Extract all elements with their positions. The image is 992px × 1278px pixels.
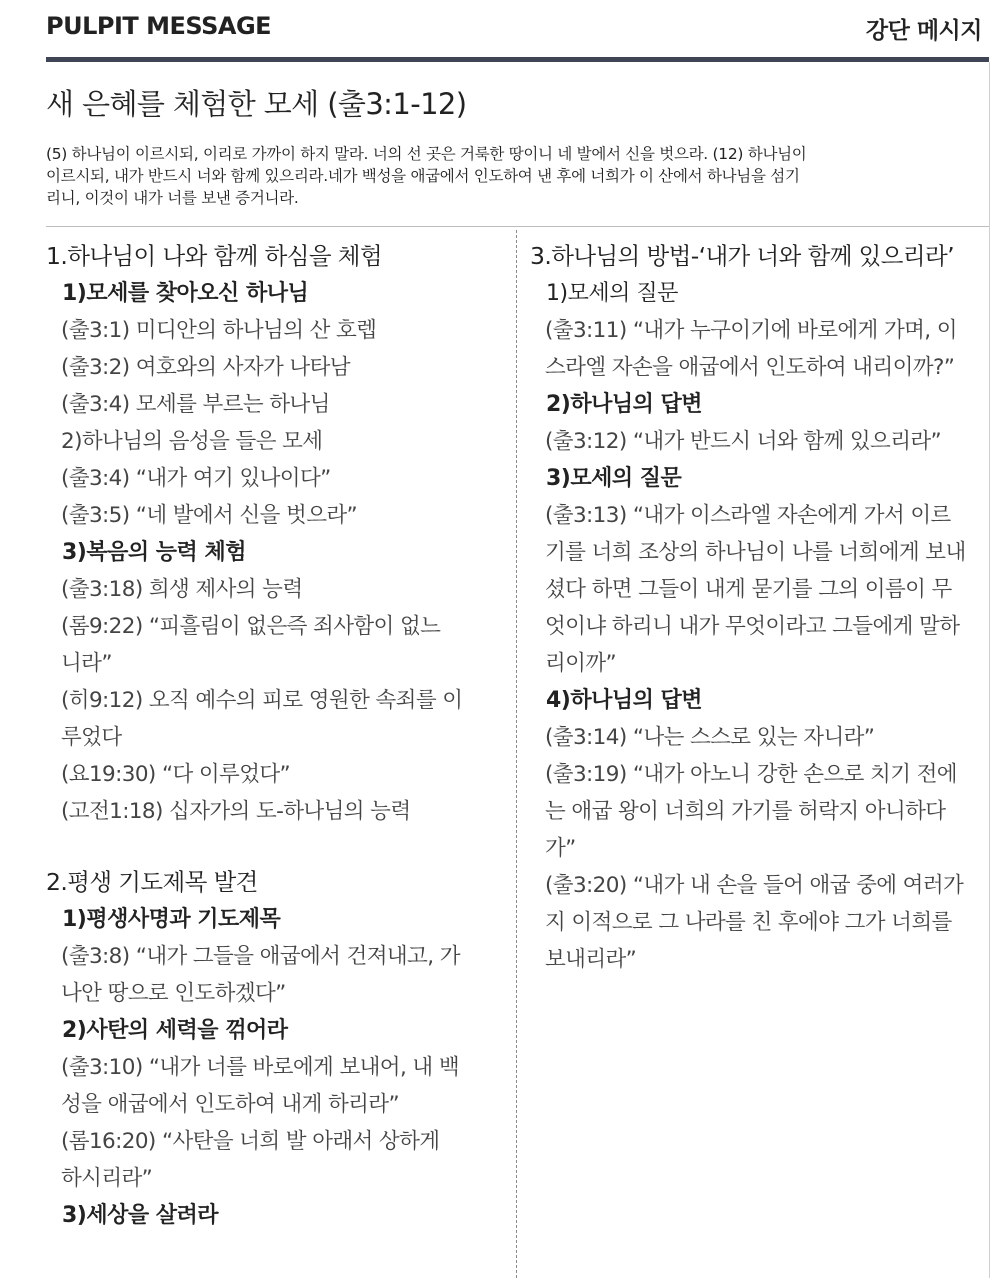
subheading: 1)평생사명과 기도제목 bbox=[62, 907, 281, 932]
subheading: 1)모세를 찾아오신 하나님 bbox=[62, 281, 309, 306]
outline-line: (출3:14) “나는 스스로 있는 자니라” bbox=[545, 725, 875, 750]
section-heading-3: 3.하나님의 방법-‘내가 너와 함께 있으리라’ bbox=[530, 242, 954, 270]
intro-line: (5) 하나님이 이르시되, 이리로 가까이 하지 말라. 너의 선 곳은 거룩한 땅이니 네 발에서 신을 벗으라. (12) 하나님이 bbox=[46, 145, 807, 163]
outline-line: 보내리라” bbox=[545, 947, 637, 972]
outline-line: (출3:2) 여호와의 사자가 나타남 bbox=[61, 355, 350, 380]
column-divider bbox=[516, 230, 517, 1278]
outline-line: (히9:12) 오직 예수의 피로 영원한 속죄를 이 bbox=[61, 688, 463, 713]
page-header bbox=[46, 12, 982, 48]
outline-line: (출3:18) 희생 제사의 능력 bbox=[61, 577, 303, 602]
outline-line: (출3:12) “내가 반드시 너와 함께 있으리라” bbox=[545, 429, 942, 454]
outline-line: (출3:19) “내가 아노니 강한 손으로 치기 전에 bbox=[545, 762, 957, 787]
outline-line: 스라엘 자손을 애굽에서 인도하여 내리이까?” bbox=[545, 355, 955, 380]
intro-line: 리니, 이것이 내가 너를 보낸 증거니라. bbox=[46, 189, 299, 207]
scripture-intro bbox=[46, 143, 966, 209]
outline-line: (출3:13) “내가 이스라엘 자손에게 가서 이르 bbox=[545, 503, 951, 528]
outline-line: 나안 땅으로 인도하겠다” bbox=[61, 981, 286, 1006]
outline-line: 성을 애굽에서 인도하여 내게 하리라” bbox=[61, 1092, 400, 1117]
outline-line: (출3:5) “네 발에서 신을 벗으라” bbox=[61, 503, 358, 528]
outline-line: (요19:30) “다 이루었다” bbox=[61, 762, 291, 787]
outline-line: 엇이냐 하리니 내가 무엇이라고 그들에게 말하 bbox=[545, 614, 960, 639]
section-spacer bbox=[46, 830, 508, 864]
outline-line: 니라” bbox=[61, 651, 112, 676]
outline-line: (출3:20) “내가 내 손을 들어 애굽 중에 여러가 bbox=[545, 873, 964, 898]
section-label-english: PULPIT MESSAGE bbox=[46, 12, 272, 40]
outline-line: 하시리라” bbox=[61, 1166, 153, 1191]
section-label-korean: 강단 메시지 bbox=[865, 18, 982, 44]
outline-line: 가” bbox=[545, 836, 576, 861]
subheading: 2)사탄의 세력을 꺾어라 bbox=[62, 1018, 288, 1043]
subheading: 3)모세의 질문 bbox=[546, 466, 682, 491]
intro-line: 이르시되, 내가 반드시 너와 함께 있으리라.네가 백성을 애굽에서 인도하여 낸 후에 너희가 이 산에서 하나님을 섬기 bbox=[46, 167, 800, 185]
outline-line: (출3:11) “내가 누구이기에 바로에게 가며, 이 bbox=[545, 318, 957, 343]
left-column bbox=[46, 238, 508, 1234]
outline-line: (출3:4) “내가 여기 있나이다” bbox=[61, 466, 331, 491]
section-heading-2: 2.평생 기도제목 발견 bbox=[46, 868, 258, 896]
outline-line: (출3:1) 미디안의 하나님의 산 호렙 bbox=[61, 318, 377, 343]
outline-line: (출3:4) 모세를 부르는 하나님 bbox=[61, 392, 330, 417]
outline-line: 루었다 bbox=[61, 725, 122, 750]
header-divider bbox=[46, 57, 989, 62]
outline-line: (출3:10) “내가 너를 바로에게 보내어, 내 백 bbox=[61, 1055, 460, 1080]
outline-line: (고전1:18) 십자가의 도-하나님의 능력 bbox=[61, 799, 411, 824]
outline-line: 셨다 하면 그들이 내게 묻기를 그의 이름이 무 bbox=[545, 577, 952, 602]
subheading: 2)하나님의 음성을 들은 모세 bbox=[61, 429, 323, 454]
subheading: 3)복음의 능력 체험 bbox=[62, 540, 246, 565]
sermon-title: 새 은혜를 체험한 모세 (출3:1-12) bbox=[46, 87, 467, 121]
section-heading-1: 1.하나님이 나와 함께 하심을 체험 bbox=[46, 242, 383, 270]
subheading: 2)하나님의 답변 bbox=[546, 392, 703, 417]
outline-line: (출3:8) “내가 그들을 애굽에서 건져내고, 가 bbox=[61, 944, 460, 969]
right-column bbox=[530, 238, 988, 978]
subheading: 3)세상을 살려라 bbox=[62, 1203, 219, 1228]
outline-line: 는 애굽 왕이 너희의 가기를 허락지 아니하다 bbox=[545, 799, 946, 824]
outline-line: 기를 너희 조상의 하나님이 나를 너희에게 보내 bbox=[545, 540, 966, 565]
outline-line: 리이까” bbox=[545, 651, 617, 676]
outline-line: 지 이적으로 그 나라를 친 후에야 그가 너희를 bbox=[545, 910, 952, 935]
outline-line: (롬16:20) “사탄을 너희 발 아래서 상하게 bbox=[61, 1129, 440, 1154]
subheading: 1)모세의 질문 bbox=[546, 281, 678, 306]
subheading: 4)하나님의 답변 bbox=[546, 688, 703, 713]
intro-divider bbox=[46, 226, 989, 227]
outline-line: (롬9:22) “피흘림이 없은즉 죄사함이 없느 bbox=[61, 614, 441, 639]
